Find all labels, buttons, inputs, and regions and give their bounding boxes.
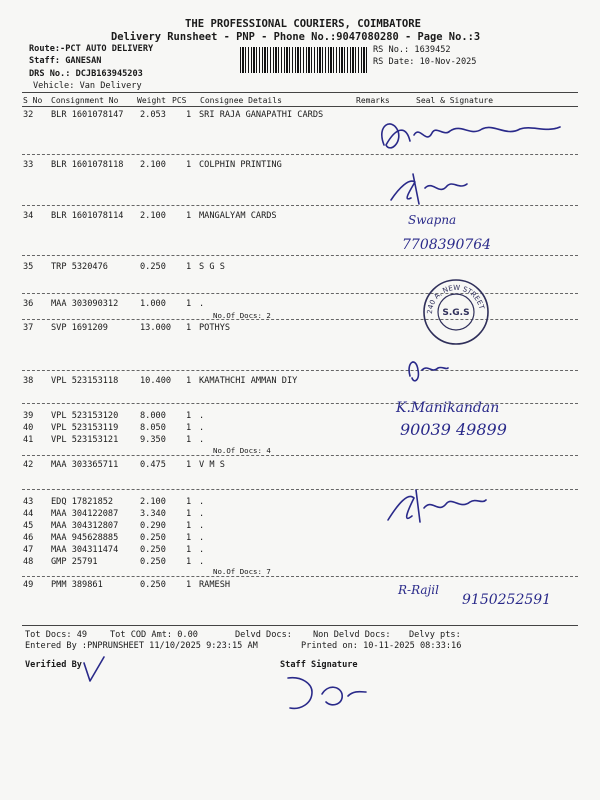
route-label: Route:-PCT AUTO DELIVERY xyxy=(29,44,154,54)
row-consignment: MAA 304311474 xyxy=(51,545,119,555)
table-row xyxy=(23,323,583,335)
row-consignment: EDQ 17821852 xyxy=(51,497,114,507)
row-sno: 39 xyxy=(23,411,34,421)
row-consignment: TRP 5320476 xyxy=(51,262,108,272)
row-pcs: 1 xyxy=(186,460,192,470)
col-consignee: Consignee Details xyxy=(200,96,282,105)
row-sno: 46 xyxy=(23,533,34,543)
docs-count-note: No.Of Docs: 2 xyxy=(213,311,271,320)
row-divider xyxy=(22,576,578,577)
runsheet-subtitle: Delivery Runsheet - PNP - Phone No.:9047080280 - Page No.:3 xyxy=(111,31,481,43)
row-weight: 8.000 xyxy=(140,411,166,421)
row-sno: 41 xyxy=(23,435,34,445)
table-row xyxy=(23,557,583,569)
signature-row-42 xyxy=(378,484,488,530)
handwriting-row-49-name: R-Rajil xyxy=(398,583,439,597)
row-consignee: POTHYS xyxy=(199,323,231,333)
table-row xyxy=(23,533,583,545)
row-sno: 33 xyxy=(23,160,34,170)
row-consignment: BLR 1601078147 xyxy=(51,110,124,120)
staff-signature-mark xyxy=(282,670,392,716)
row-consignment: VPL 523153120 xyxy=(51,411,119,421)
col-seal-signature: Seal & Signature xyxy=(416,96,494,105)
header-bottom-rule xyxy=(22,106,578,107)
row-pcs: 1 xyxy=(186,411,192,421)
handwriting-row-34-phone: 7708390764 xyxy=(402,237,492,253)
row-weight: 9.350 xyxy=(140,435,166,445)
row-pcs: 1 xyxy=(186,509,192,519)
col-remarks: Remarks xyxy=(356,96,390,105)
row-pcs: 1 xyxy=(186,211,192,221)
row-sno: 44 xyxy=(23,509,34,519)
row-weight: 3.340 xyxy=(140,509,166,519)
row-sno: 40 xyxy=(23,423,34,433)
signature-row-33 xyxy=(385,170,495,210)
handwriting-row-38-name: K.Manikandan xyxy=(396,400,500,416)
row-consignee: . xyxy=(199,557,205,567)
handwriting-row-38-phone: 90039 49899 xyxy=(400,420,507,439)
handwriting-row-34-name: Swapna xyxy=(408,213,457,227)
row-consignee: MANGALYAM CARDS xyxy=(199,211,277,221)
row-pcs: 1 xyxy=(186,262,192,272)
row-consignee: S G S xyxy=(199,262,225,272)
row-consignment: GMP 25791 xyxy=(51,557,98,567)
vehicle-label: Vehicle: Van Delivery xyxy=(33,81,142,91)
total-docs: Tot Docs: 49 xyxy=(25,630,88,640)
table-row xyxy=(23,262,583,274)
delivery-points: Delvy pts: xyxy=(409,630,461,640)
rs-date: RS Date: 10-Nov-2025 xyxy=(373,57,477,67)
row-weight: 0.250 xyxy=(140,580,166,590)
barcode-image xyxy=(240,47,367,73)
row-pcs: 1 xyxy=(186,545,192,555)
table-row xyxy=(23,460,583,472)
row-weight: 10.400 xyxy=(140,376,172,386)
row-weight: 2.100 xyxy=(140,211,166,221)
row-pcs: 1 xyxy=(186,435,192,445)
row-consignee: . xyxy=(199,435,205,445)
row-divider xyxy=(22,489,578,490)
row-sno: 37 xyxy=(23,323,34,333)
row-consignment: MAA 303365711 xyxy=(51,460,119,470)
table-row xyxy=(23,580,583,592)
signature-row-32 xyxy=(370,115,570,165)
row-weight: 0.250 xyxy=(140,533,166,543)
row-sno: 34 xyxy=(23,211,34,221)
row-consignment: MAA 303090312 xyxy=(51,299,119,309)
row-weight: 2.100 xyxy=(140,160,166,170)
header-top-rule xyxy=(22,92,578,93)
row-consignment: BLR 1601078118 xyxy=(51,160,124,170)
col-consignment: Consignment No xyxy=(51,96,119,105)
row-consignment: VPL 523153118 xyxy=(51,376,119,386)
row-pcs: 1 xyxy=(186,160,192,170)
row-weight: 2.100 xyxy=(140,497,166,507)
verified-by-signature xyxy=(80,655,110,685)
table-row xyxy=(23,521,583,533)
row-weight: 0.290 xyxy=(140,521,166,531)
row-pcs: 1 xyxy=(186,557,192,567)
table-bottom-rule xyxy=(22,625,578,626)
row-divider xyxy=(22,255,578,256)
row-sno: 32 xyxy=(23,110,34,120)
row-weight: 1.000 xyxy=(140,299,166,309)
row-weight: 2.053 xyxy=(140,110,166,120)
table-row xyxy=(23,497,583,509)
row-divider xyxy=(22,455,578,456)
row-sno: 43 xyxy=(23,497,34,507)
row-sno: 38 xyxy=(23,376,34,386)
row-consignment: PMM 389861 xyxy=(51,580,103,590)
table-row xyxy=(23,509,583,521)
table-row xyxy=(23,376,583,388)
row-consignment: MAA 304312807 xyxy=(51,521,119,531)
row-divider xyxy=(22,293,578,294)
row-consignee: . xyxy=(199,299,205,309)
staff-signature-label: Staff Signature xyxy=(280,660,358,670)
rs-number: RS No.: 1639452 xyxy=(373,45,451,55)
stamp-outer-text: 240 A, NEW STREET xyxy=(425,283,486,315)
row-consignee: . xyxy=(199,545,205,555)
row-consignee: . xyxy=(199,533,205,543)
row-sno: 36 xyxy=(23,299,34,309)
row-consignee: . xyxy=(199,423,205,433)
staff-label: Staff: GANESAN xyxy=(29,56,102,66)
row-consignee: RAMESH xyxy=(199,580,231,590)
row-weight: 0.250 xyxy=(140,262,166,272)
col-sno: S No xyxy=(23,96,43,105)
row-pcs: 1 xyxy=(186,521,192,531)
row-pcs: 1 xyxy=(186,580,192,590)
row-weight: 8.050 xyxy=(140,423,166,433)
row-pcs: 1 xyxy=(186,423,192,433)
docs-count-note: No.Of Docs: 4 xyxy=(213,446,271,455)
row-pcs: 1 xyxy=(186,533,192,543)
row-consignee: SRI RAJA GANAPATHI CARDS xyxy=(199,110,324,120)
row-sno: 45 xyxy=(23,521,34,531)
printed-on: Printed on: 10-11-2025 08:33:16 xyxy=(301,641,462,651)
delivered-docs: Delvd Docs: xyxy=(235,630,292,640)
docs-count-note: No.Of Docs: 7 xyxy=(213,567,271,576)
row-weight: 13.000 xyxy=(140,323,172,333)
row-consignee: . xyxy=(199,411,205,421)
company-stamp xyxy=(420,278,492,346)
row-consignment: SVP 1691209 xyxy=(51,323,108,333)
row-pcs: 1 xyxy=(186,376,192,386)
row-consignee: COLPHIN PRINTING xyxy=(199,160,282,170)
company-title: THE PROFESSIONAL COURIERS, COIMBATORE xyxy=(185,18,421,30)
table-row xyxy=(23,299,583,311)
total-cod: Tot COD Amt: 0.00 xyxy=(110,630,198,640)
col-weight: Weight xyxy=(137,96,166,105)
row-weight: 0.250 xyxy=(140,545,166,555)
row-pcs: 1 xyxy=(186,497,192,507)
row-consignee: . xyxy=(199,497,205,507)
row-consignee: . xyxy=(199,521,205,531)
col-pcs: PCS xyxy=(172,96,187,105)
row-sno: 47 xyxy=(23,545,34,555)
handwriting-row-49-phone: 9150252591 xyxy=(462,592,552,608)
table-row xyxy=(23,545,583,557)
row-sno: 42 xyxy=(23,460,34,470)
non-delivered-docs: Non Delvd Docs: xyxy=(313,630,391,640)
row-pcs: 1 xyxy=(186,110,192,120)
row-consignee: V M S xyxy=(199,460,225,470)
row-consignment: MAA 945628885 xyxy=(51,533,119,543)
row-consignment: BLR 1601078114 xyxy=(51,211,124,221)
signature-row-37 xyxy=(402,352,452,388)
stamp-inner-text: S.G.S xyxy=(442,308,470,318)
row-divider xyxy=(22,370,578,371)
row-sno: 49 xyxy=(23,580,34,590)
row-sno: 35 xyxy=(23,262,34,272)
row-consignee: . xyxy=(199,509,205,519)
row-divider xyxy=(22,319,578,320)
row-consignment: VPL 523153121 xyxy=(51,435,119,445)
row-pcs: 1 xyxy=(186,299,192,309)
entered-by: Entered By :PNPRUNSHEET 11/10/2025 9:23:15 AM xyxy=(25,641,258,651)
row-weight: 0.250 xyxy=(140,557,166,567)
row-consignee: KAMATHCHI AMMAN DIY xyxy=(199,376,298,386)
row-pcs: 1 xyxy=(186,323,192,333)
table-row xyxy=(23,211,583,223)
drs-number: DRS No.: DCJB163945203 xyxy=(29,69,143,79)
row-consignment: MAA 304122087 xyxy=(51,509,119,519)
row-weight: 0.475 xyxy=(140,460,166,470)
row-sno: 48 xyxy=(23,557,34,567)
row-consignment: VPL 523153119 xyxy=(51,423,119,433)
verified-by-label: Verified By xyxy=(25,660,82,670)
